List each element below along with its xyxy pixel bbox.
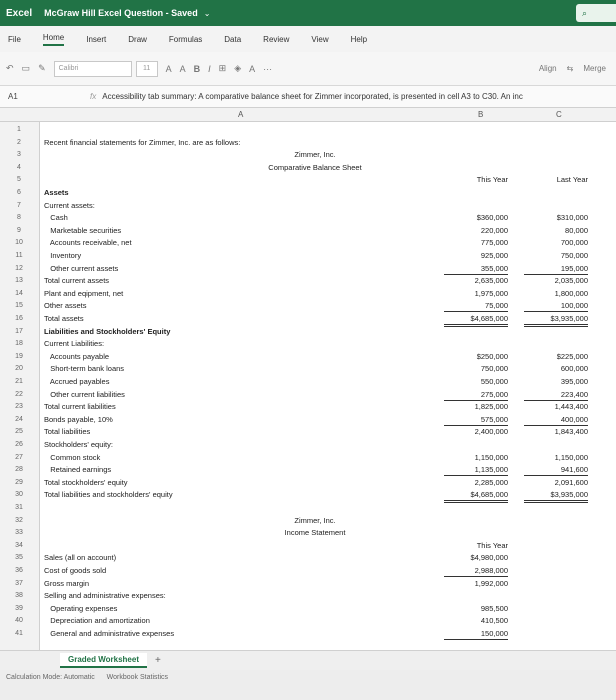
cell-a[interactable]: Total current assets — [44, 276, 110, 286]
cell-a[interactable]: Total current liabilities — [44, 402, 116, 412]
row-number[interactable]: 2 — [17, 138, 21, 146]
name-box[interactable]: A1 — [8, 92, 18, 101]
status-bar — [0, 670, 616, 700]
cell-a-heading[interactable]: Comparative Balance Sheet — [268, 162, 362, 172]
cell-a[interactable]: Assets — [44, 188, 69, 197]
cell-a[interactable]: Stockholders' equity: — [44, 440, 113, 449]
cell-c[interactable]: 100,000 — [524, 300, 588, 312]
spreadsheet-grid — [0, 122, 616, 650]
menu-tab-home[interactable]: Home — [43, 33, 64, 46]
cell-b[interactable]: 275,000 — [444, 389, 508, 401]
title-bar — [0, 0, 616, 26]
cell-b[interactable]: 2,400,000 — [474, 427, 508, 437]
bold-button[interactable]: B — [193, 63, 201, 74]
font-name-select[interactable]: Calibri — [54, 61, 132, 77]
cell-c[interactable]: 223,400 — [524, 389, 588, 401]
cell-b[interactable]: 2,285,000 — [474, 477, 508, 487]
cell-a[interactable]: Current Liabilities: — [44, 339, 105, 349]
cell-b[interactable]: 2,988,000 — [444, 565, 508, 577]
cell-a[interactable]: Marketable securities — [44, 225, 122, 235]
cell-c[interactable]: 750,000 — [560, 251, 588, 260]
table-row — [0, 149, 616, 160]
menu-tab-data[interactable]: Data — [224, 34, 242, 44]
table-row — [0, 452, 616, 463]
table-row — [0, 263, 616, 274]
cell-b[interactable]: 220,000 — [480, 225, 508, 235]
cell-a[interactable]: Sales (all on account) — [44, 553, 117, 563]
row-number[interactable]: 19 — [15, 352, 23, 360]
cell-a[interactable]: Cash — [44, 213, 68, 223]
cell-c[interactable]: 195,000 — [524, 263, 588, 275]
cell-b[interactable]: $4,980,000 — [470, 553, 508, 563]
cell-a[interactable]: Inventory — [44, 251, 82, 260]
cell-a[interactable]: Plant and eqipment, net — [44, 288, 124, 298]
search-icon[interactable]: ⌕ — [576, 4, 616, 22]
table-row — [0, 363, 616, 374]
column-header-b[interactable]: B — [478, 110, 484, 119]
row-number[interactable]: 27 — [15, 453, 23, 461]
row-number[interactable]: 6 — [17, 189, 21, 196]
table-row — [0, 376, 616, 387]
table-row — [0, 615, 616, 626]
cell-a[interactable]: Common stock — [44, 452, 101, 462]
merge-button[interactable]: Merge — [583, 64, 606, 73]
decrease-font-icon[interactable]: A — [179, 63, 186, 74]
table-row — [0, 578, 616, 589]
cell-c[interactable]: Last Year — [556, 175, 588, 185]
align-button[interactable]: Align — [538, 64, 557, 73]
row-number[interactable]: 20 — [15, 365, 23, 373]
row-number[interactable]: 1 — [17, 126, 21, 133]
fx-icon[interactable]: fx — [90, 92, 97, 101]
row-number[interactable]: 21 — [15, 378, 23, 385]
cell-c[interactable]: $310,000 — [556, 213, 588, 223]
cell-b[interactable]: 150,000 — [444, 628, 508, 640]
table-row — [0, 326, 616, 337]
cell-b[interactable]: 1,150,000 — [474, 452, 508, 462]
cell-a[interactable]: Accounts payable — [44, 351, 110, 361]
table-row — [0, 565, 616, 576]
cell-c[interactable]: 395,000 — [560, 377, 588, 386]
cell-c[interactable]: 2,035,000 — [554, 276, 588, 286]
cell-a[interactable]: Other current liabilities — [44, 389, 125, 399]
row-number[interactable]: 38 — [15, 592, 23, 600]
formula-bar — [0, 86, 616, 108]
table-row — [0, 414, 616, 425]
menu-tab-insert[interactable]: Insert — [86, 34, 107, 44]
cell-a[interactable]: Total liabilities and stockholders' equity — [44, 490, 173, 500]
table-row — [0, 527, 616, 538]
row-number[interactable]: 36 — [15, 567, 23, 574]
column-header-c[interactable]: C — [556, 110, 562, 119]
chevron-down-icon[interactable]: ⌄ — [203, 8, 211, 18]
table-row — [0, 603, 616, 614]
cell-c[interactable]: 1,443,400 — [554, 402, 588, 412]
table-row — [0, 124, 616, 135]
cell-a-heading[interactable]: Income Statement — [284, 528, 346, 538]
cell-b[interactable]: 550,000 — [480, 377, 508, 386]
cell-a[interactable]: Current assets: — [44, 200, 95, 210]
cell-b[interactable]: 75,000 — [444, 300, 508, 312]
table-row — [0, 250, 616, 261]
table-row — [0, 313, 616, 324]
undo-icon[interactable]: ↶ — [6, 63, 14, 73]
cell-b[interactable]: 775,000 — [480, 238, 508, 248]
row-number[interactable]: 25 — [15, 428, 23, 436]
format-painter-icon[interactable]: ✎ — [38, 63, 46, 73]
cell-b[interactable]: 575,000 — [444, 414, 508, 426]
cell-a[interactable]: General and administrative expenses — [44, 629, 175, 638]
cell-a[interactable]: Total liabilities — [44, 427, 91, 437]
column-headers — [0, 108, 616, 122]
table-row — [0, 288, 616, 299]
cell-c[interactable]: 1,150,000 — [554, 452, 588, 462]
row-number[interactable]: 16 — [15, 315, 23, 322]
cell-a[interactable]: Selling and administrative expenses: — [44, 591, 166, 601]
row-number[interactable]: 22 — [15, 390, 23, 398]
cell-b[interactable]: 1,825,000 — [474, 402, 508, 412]
table-row — [0, 590, 616, 601]
row-number[interactable]: 18 — [15, 340, 23, 348]
table-row — [0, 489, 616, 500]
row-number[interactable]: 33 — [15, 529, 23, 537]
table-row — [0, 300, 616, 311]
workbook-statistics[interactable]: Workbook Statistics — [106, 674, 169, 681]
sheet-tab[interactable]: Graded Worksheet — [60, 653, 147, 668]
row-number[interactable]: 15 — [15, 302, 23, 310]
row-number[interactable]: 13 — [15, 277, 23, 285]
cell-c[interactable]: 941,600 — [524, 464, 588, 476]
cell-c[interactable]: $225,000 — [556, 351, 588, 361]
table-row — [0, 502, 616, 513]
clipboard-icon[interactable]: ▭ — [21, 63, 31, 73]
row-number[interactable]: 14 — [15, 289, 23, 297]
cell-c[interactable]: 2,091,600 — [554, 477, 588, 487]
table-row — [0, 200, 616, 211]
row-number[interactable]: 4 — [17, 163, 21, 171]
table-row — [0, 552, 616, 563]
table-row — [0, 628, 616, 639]
row-number[interactable]: 34 — [15, 541, 23, 549]
row-number[interactable]: 7 — [17, 201, 21, 209]
font-size-select[interactable]: 11 — [136, 61, 158, 77]
menu-tab-help[interactable]: Help — [350, 34, 368, 44]
table-row — [0, 338, 616, 349]
table-row — [0, 540, 616, 551]
row-number[interactable]: 29 — [15, 478, 23, 486]
table-row — [0, 187, 616, 198]
table-row — [0, 401, 616, 412]
cell-a[interactable]: Cost of goods sold — [44, 566, 107, 575]
row-number[interactable]: 23 — [15, 403, 23, 411]
cell-a[interactable]: Accrued payables — [44, 377, 110, 386]
cell-a[interactable]: Total assets — [44, 314, 84, 323]
cell-b[interactable]: $250,000 — [476, 351, 508, 361]
row-number[interactable]: 17 — [15, 327, 23, 335]
cell-b[interactable]: 1,992,000 — [474, 578, 508, 588]
row-number[interactable]: 5 — [17, 176, 21, 184]
cell-a[interactable]: Retained earnings — [44, 465, 112, 475]
table-row — [0, 162, 616, 173]
cell-a[interactable]: Other current assets — [44, 263, 119, 273]
cell-b[interactable]: This Year — [476, 540, 508, 550]
cell-b[interactable]: 2,635,000 — [474, 276, 508, 286]
table-row — [0, 275, 616, 286]
cell-a[interactable]: Recent financial statements for Zimmer, Inc. are as follows: — [44, 137, 241, 147]
row-number[interactable]: 39 — [15, 604, 23, 612]
cell-a[interactable]: Other assets — [44, 301, 87, 311]
table-row — [0, 174, 616, 185]
cell-a[interactable]: Depreciation and amortization — [44, 616, 150, 626]
cell-b[interactable]: 1,975,000 — [474, 288, 508, 298]
row-number[interactable]: 8 — [17, 214, 21, 222]
cell-b[interactable]: $360,000 — [476, 213, 508, 223]
cell-c[interactable]: 400,000 — [524, 414, 588, 426]
row-number[interactable]: 31 — [15, 504, 23, 511]
cell-b[interactable]: 985,500 — [480, 603, 508, 613]
table-row — [0, 439, 616, 450]
cell-a-heading[interactable]: Zimmer, Inc. — [294, 150, 336, 160]
row-number[interactable]: 24 — [15, 415, 23, 423]
cell-c[interactable]: $3,935,000 — [524, 313, 588, 327]
cell-a[interactable]: Total stockholders' equity — [44, 477, 128, 487]
cell-c[interactable]: 80,000 — [565, 225, 588, 235]
row-number[interactable]: 26 — [15, 441, 23, 448]
add-sheet-icon[interactable]: + — [154, 655, 161, 666]
document-title[interactable]: McGraw Hill Excel Question - Saved — [44, 8, 198, 18]
table-row — [0, 237, 616, 248]
row-number[interactable]: 40 — [15, 617, 23, 625]
table-row — [0, 212, 616, 223]
fill-color-icon[interactable]: ◈ — [234, 63, 242, 73]
table-row — [0, 389, 616, 400]
borders-icon[interactable]: ⊞ — [218, 63, 227, 73]
row-number[interactable]: 11 — [15, 252, 23, 259]
row-number[interactable]: 30 — [15, 491, 23, 499]
cell-a[interactable]: Accounts receivable, net — [44, 238, 132, 248]
table-row — [0, 137, 616, 148]
cell-c[interactable]: 1,843,400 — [554, 427, 588, 437]
cell-b[interactable]: 355,000 — [444, 263, 508, 275]
cell-c[interactable]: 1,800,000 — [554, 288, 588, 298]
calculation-mode: Calculation Mode: Automatic — [6, 674, 95, 681]
cell-a-heading[interactable]: Zimmer, Inc. — [294, 515, 336, 525]
cell-b[interactable]: 410,500 — [480, 616, 508, 626]
ribbon-toolbar — [0, 52, 616, 86]
cell-a[interactable]: Gross margin — [44, 578, 90, 588]
row-number[interactable]: 35 — [15, 554, 23, 562]
table-row — [0, 426, 616, 437]
table-row — [0, 464, 616, 475]
cell-b[interactable]: 925,000 — [480, 251, 508, 260]
table-row — [0, 351, 616, 362]
row-number[interactable]: 9 — [17, 226, 21, 234]
table-row — [0, 515, 616, 526]
row-number[interactable]: 32 — [15, 516, 23, 524]
cell-c[interactable]: 600,000 — [560, 364, 588, 374]
cell-b[interactable]: 750,000 — [480, 364, 508, 374]
cell-b[interactable]: $4,685,000 — [444, 313, 508, 327]
cell-c[interactable]: 700,000 — [560, 238, 588, 248]
menu-tab-formulas[interactable]: Formulas — [168, 34, 203, 44]
row-number[interactable]: 10 — [15, 239, 23, 247]
app-name: Excel — [6, 7, 33, 19]
sheet-tab-bar — [0, 650, 616, 670]
cell-a[interactable]: Short-term bank loans — [44, 364, 125, 374]
wrap-icon[interactable]: ⇆ — [566, 64, 574, 73]
menu-tab-view[interactable]: View — [311, 34, 329, 44]
more-icon[interactable]: ··· — [263, 63, 273, 74]
cell-c[interactable]: $3,935,000 — [524, 489, 588, 503]
cell-a[interactable]: Liabilities and Stockholders' Equity — [44, 326, 171, 336]
cell-a[interactable]: Operating expenses — [44, 603, 118, 613]
row-number[interactable]: 12 — [15, 264, 23, 272]
menu-tab-draw[interactable]: Draw — [128, 34, 147, 44]
cell-b[interactable]: $4,685,000 — [444, 489, 508, 503]
column-header-a[interactable]: A — [238, 110, 244, 119]
menu-tab-review[interactable]: Review — [263, 34, 290, 44]
font-color-icon[interactable]: A — [249, 63, 256, 74]
cell-a[interactable]: Bonds payable, 10% — [44, 414, 113, 424]
row-number[interactable]: 28 — [15, 466, 23, 474]
italic-button[interactable]: I — [208, 63, 211, 74]
table-row — [0, 477, 616, 488]
formula-input[interactable]: Accessibility tab summary: A comparative balance sheet for Zimmer incorporated, is presented in cell A3 to C30. An inc — [102, 92, 523, 101]
row-number[interactable]: 3 — [17, 151, 21, 159]
row-number[interactable]: 41 — [15, 630, 23, 637]
row-number[interactable]: 37 — [15, 579, 23, 587]
menu-bar — [0, 26, 616, 52]
increase-font-icon[interactable]: A — [165, 63, 172, 74]
cell-b[interactable]: 1,135,000 — [444, 464, 508, 476]
table-row — [0, 225, 616, 236]
cell-b[interactable]: This Year — [476, 175, 508, 185]
menu-tab-file[interactable]: File — [8, 34, 21, 44]
